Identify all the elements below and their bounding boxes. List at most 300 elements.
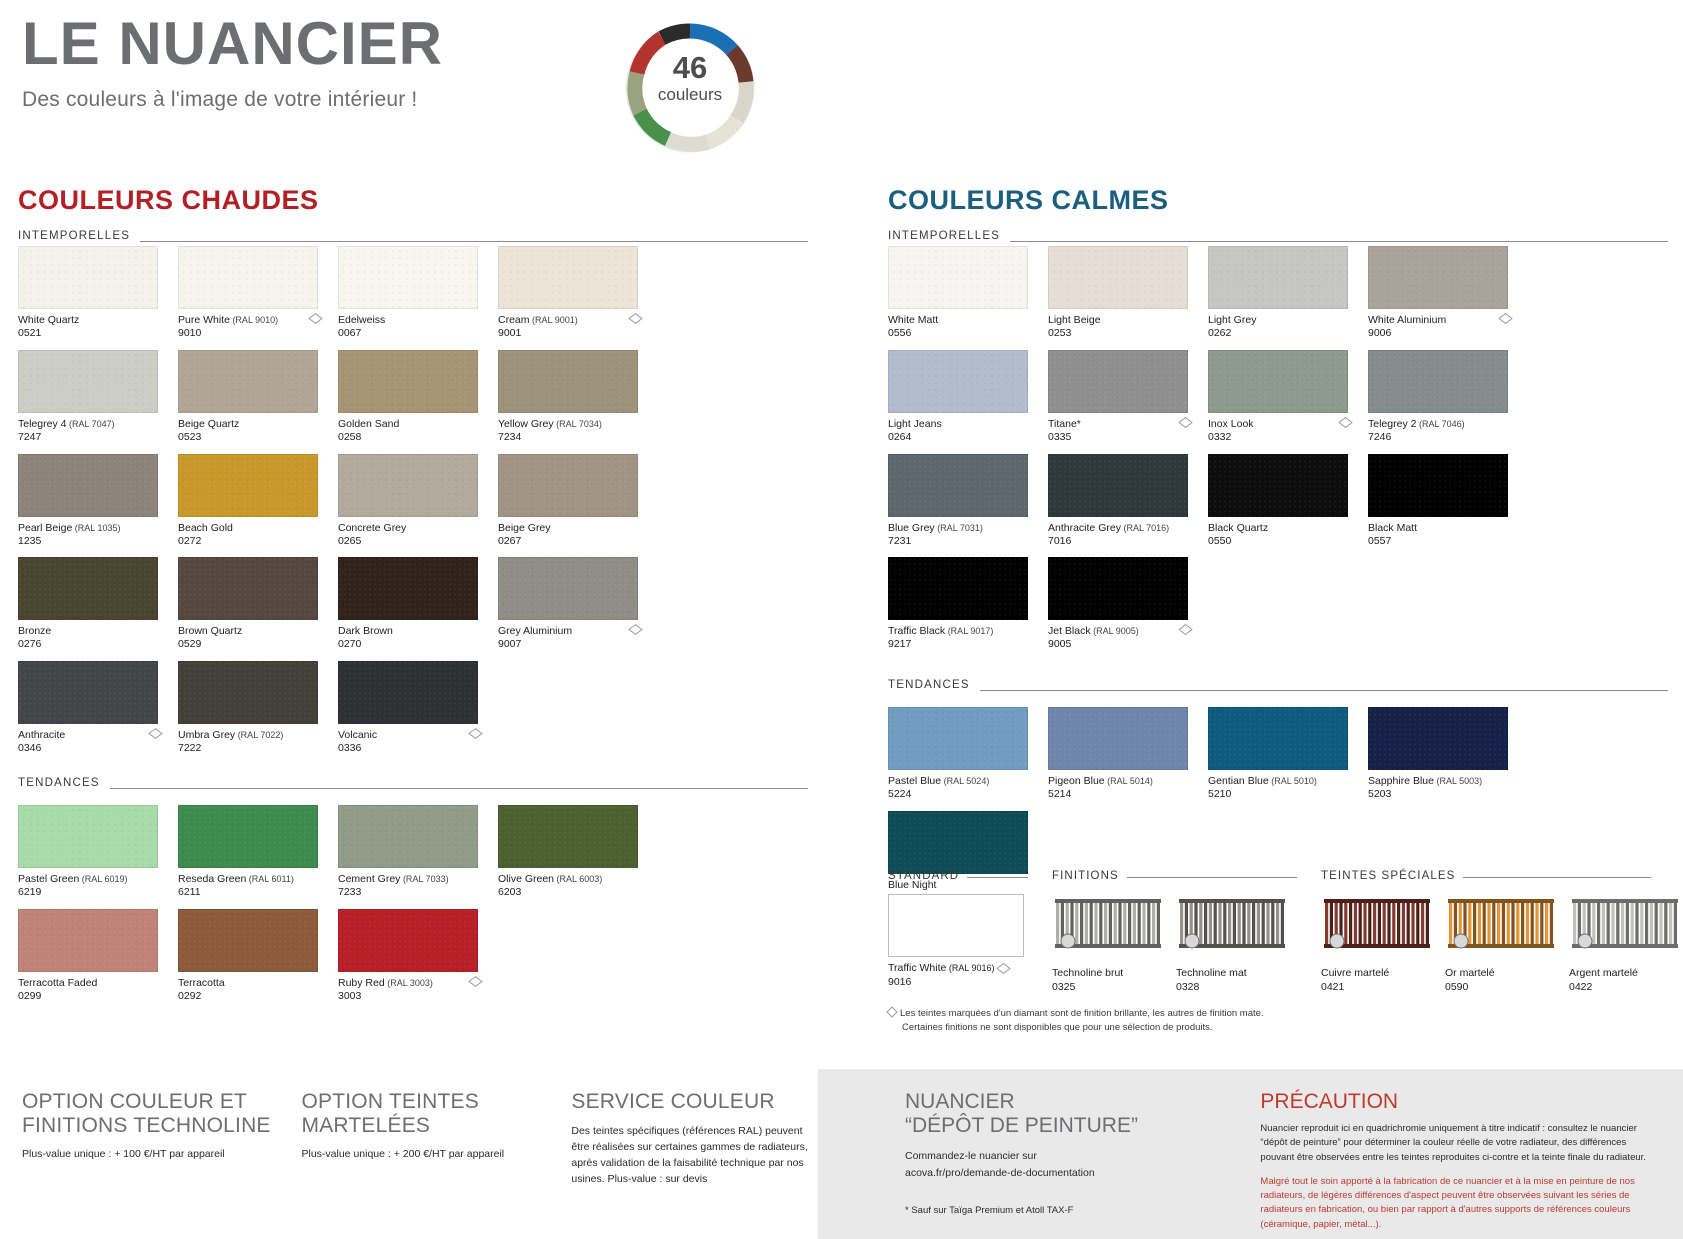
swatch-color-chip — [888, 246, 1028, 309]
swatch-meta — [18, 977, 168, 1004]
swatch-name: Brown Quartz — [178, 625, 243, 638]
finish-item — [1052, 894, 1164, 993]
swatch-color-chip — [1368, 350, 1508, 413]
swatch-code: 9001 — [498, 327, 522, 340]
swatch-name: Jet Black (RAL 9005) — [1048, 625, 1139, 638]
swatch-color-chip — [888, 557, 1028, 620]
swatch-meta — [178, 522, 328, 549]
swatch-meta — [498, 873, 648, 900]
swatch-code: 0521 — [18, 327, 42, 340]
swatch-color-chip — [18, 350, 158, 413]
swatch-color-chip — [338, 909, 478, 972]
finitions-label: FINITIONS — [1052, 870, 1119, 882]
swatch-name: White Aluminium — [1368, 314, 1447, 326]
color-swatch — [178, 909, 338, 1004]
swatch-meta — [498, 625, 648, 652]
swatch-name: Cream (RAL 9001) — [498, 314, 578, 326]
special-label: TEINTES SPÉCIALES — [1321, 870, 1456, 882]
swatch-color-chip — [888, 707, 1028, 770]
swatch-meta — [1368, 522, 1518, 549]
swatch-name: Pearl Beige (RAL 1035) — [18, 521, 121, 534]
swatch-meta — [18, 729, 168, 756]
standard-label: STANDARD — [888, 870, 960, 882]
swatch-color-chip — [1368, 707, 1508, 770]
swatch-name: Pastel Green (RAL 6019) — [18, 872, 128, 885]
diamond-icon — [886, 1006, 897, 1017]
swatch-code: 0346 — [18, 742, 42, 755]
swatch-name: Anthracite — [18, 729, 66, 742]
badge-word: couleurs — [657, 85, 723, 104]
swatch-ral: (RAL 9010) — [229, 315, 279, 325]
color-swatch — [178, 805, 338, 900]
finish-name: Argent martelé — [1569, 967, 1638, 979]
swatch-color-chip — [498, 805, 638, 868]
swatch-meta — [338, 625, 488, 652]
swatch-ral: (RAL 7047) — [66, 418, 115, 429]
swatch-name: Pigeon Blue (RAL 5014) — [1048, 775, 1153, 788]
swatch-color-chip — [1208, 246, 1348, 309]
swatch-name: Terracotta Faded — [18, 976, 98, 989]
swatch-color-chip — [18, 246, 158, 309]
color-swatch — [178, 661, 338, 756]
swatch-name: Traffic Black (RAL 9017) — [888, 625, 994, 638]
swatch-meta — [338, 873, 488, 900]
swatch-color-chip — [338, 557, 478, 620]
footnote-line-1: Les teintes marquées d'un diamant sont de finition brillante, les autres de finition mate. — [900, 1007, 1264, 1019]
finishes-footnote — [888, 1007, 1668, 1036]
divider — [980, 690, 1668, 691]
divider — [110, 788, 808, 789]
swatch-code: 0292 — [178, 989, 202, 1002]
color-swatch — [18, 350, 178, 445]
finish-code: 0325 — [1052, 980, 1076, 993]
swatch-ral: (RAL 7034) — [553, 418, 602, 429]
swatch-ral: (RAL 7033) — [400, 873, 449, 884]
swatch-meta — [1048, 418, 1198, 445]
swatch-name: Anthracite Grey (RAL 7016) — [1048, 521, 1170, 534]
swatch-meta — [338, 977, 488, 1004]
page-subtitle: Des couleurs à l'image de votre intérieur ! — [22, 88, 418, 111]
radiator-preview — [1176, 894, 1288, 962]
swatch-name: Sapphire Blue (RAL 5003) — [1368, 775, 1483, 788]
swatch-color-chip — [498, 350, 638, 413]
swatch-meta — [888, 418, 1038, 445]
swatch-code: 7222 — [178, 742, 202, 755]
swatch-meta — [1208, 418, 1358, 445]
color-swatch — [498, 805, 658, 900]
color-swatch — [18, 909, 178, 1004]
swatch-name: Reseda Green (RAL 6011) — [178, 872, 294, 885]
swatch-name: Golden Sand — [338, 417, 400, 430]
swatch-color-chip — [178, 661, 318, 724]
swatch-code: 5210 — [1208, 788, 1232, 801]
color-swatch — [888, 246, 1048, 341]
color-swatch — [338, 805, 498, 900]
color-swatch — [178, 350, 338, 445]
swatch-code: 0270 — [338, 638, 362, 651]
swatch-color-chip — [178, 909, 318, 972]
color-swatch — [888, 557, 1048, 652]
radiator-preview — [1321, 894, 1433, 962]
swatch-name: Cement Grey (RAL 7033) — [338, 872, 449, 885]
swatch-code: 9005 — [1048, 638, 1072, 651]
finish-item — [888, 894, 1016, 988]
swatch-color-chip — [338, 246, 478, 309]
warm-trends-header — [18, 777, 808, 793]
swatch-code: 5224 — [888, 788, 912, 801]
swatch-code: 9217 — [888, 638, 912, 651]
swatch-color-chip — [18, 661, 158, 724]
swatch-meta — [1048, 314, 1198, 341]
swatch-meta — [1208, 522, 1358, 549]
swatch-meta — [178, 418, 328, 445]
swatch-name: Pastel Blue (RAL 5024) — [888, 775, 990, 788]
swatch-code: 0336 — [338, 742, 362, 755]
gloss-diamond-icon — [996, 963, 1011, 974]
color-swatch — [338, 661, 498, 756]
swatch-name: White Quartz — [18, 314, 80, 326]
swatch-color-chip — [178, 350, 318, 413]
swatch-meta — [498, 418, 648, 445]
page-title: LE NUANCIER — [22, 10, 444, 77]
swatch-meta — [1368, 418, 1518, 445]
swatch-code: 0264 — [888, 430, 912, 443]
swatch-code: 0335 — [1048, 430, 1072, 443]
finish-name: Technoline mat — [1176, 967, 1247, 979]
swatch-color-chip — [18, 805, 158, 868]
swatch-ral: (RAL 6011) — [246, 873, 294, 884]
swatch-code: 7233 — [338, 885, 362, 898]
finish-code: 0590 — [1445, 980, 1469, 993]
finish-name: Cuivre martelé — [1321, 967, 1390, 979]
swatch-name: Ruby Red (RAL 3003) — [338, 976, 433, 989]
precaution-paragraph-1: Nuancier reproduit ici en quadrichromie uniquement à titre indicatif : consultez le nuancier “dépôt de peinture” pour déterminer la couleur réelle de votre radiateur, des différences pouvant être observées entre les teintes reproduites ci-contre et la teinte finale du radiateur. — [1260, 1123, 1646, 1163]
swatch-color-chip — [178, 805, 318, 868]
swatch-color-chip — [1048, 454, 1188, 517]
divider — [140, 241, 808, 242]
color-swatch — [338, 350, 498, 445]
precaution-block — [1260, 1090, 1655, 1232]
color-swatch — [1048, 350, 1208, 445]
finish-code: 0421 — [1321, 980, 1345, 993]
swatch-ral: (RAL 6003) — [554, 873, 603, 884]
color-swatch — [1208, 246, 1368, 341]
swatch-meta — [178, 873, 328, 900]
color-swatch — [18, 805, 178, 900]
color-swatch — [1368, 454, 1528, 549]
swatch-color-chip — [888, 894, 1024, 957]
swatch-meta — [178, 314, 328, 341]
swatch-code: 3003 — [338, 989, 362, 1002]
finitions-column — [1052, 870, 1297, 993]
swatch-code: 7246 — [1368, 430, 1392, 443]
swatch-code: 0258 — [338, 430, 362, 443]
swatch-code: 0253 — [1048, 327, 1072, 340]
service-couleur-title: SERVICE COULEUR — [571, 1090, 775, 1113]
swatch-name: Umbra Grey (RAL 7022) — [178, 729, 284, 742]
warm-timeless-header — [18, 230, 808, 246]
divider — [1127, 877, 1297, 878]
swatch-color-chip — [1048, 350, 1188, 413]
swatch-code: 7247 — [18, 430, 42, 443]
swatch-meta — [888, 314, 1038, 341]
swatch-name: Beige Quartz — [178, 417, 240, 430]
swatch-name: Telegrey 4 (RAL 7047) — [18, 417, 115, 430]
swatch-code: 0272 — [178, 534, 202, 547]
color-swatch — [888, 707, 1048, 802]
finish-item — [1321, 894, 1433, 993]
swatch-ral: (RAL 3003) — [384, 977, 433, 988]
swatch-code: 6203 — [498, 885, 522, 898]
swatch-color-chip — [1048, 557, 1188, 620]
color-swatch — [338, 909, 498, 1004]
calm-timeless-label: INTEMPORELLES — [888, 230, 1001, 242]
swatch-color-chip — [338, 350, 478, 413]
nuancier-link[interactable]: acova.fr/pro/demande-de-documentation — [905, 1166, 1095, 1179]
swatch-meta — [18, 873, 168, 900]
swatch-meta — [1208, 314, 1358, 341]
color-swatch — [18, 661, 178, 756]
finish-ral: (RAL 9016) — [946, 963, 995, 973]
swatch-meta — [1048, 775, 1198, 802]
finish-name: Traffic White (RAL 9016) — [888, 962, 1016, 976]
calm-trends-label: TENDANCES — [888, 679, 970, 692]
finish-code: 9016 — [888, 975, 912, 988]
swatch-name: Terracotta — [178, 976, 225, 989]
swatch-code: 0523 — [178, 430, 202, 443]
swatch-code: 7231 — [888, 534, 912, 547]
warm-trends-grid — [18, 805, 808, 1013]
color-swatch — [338, 246, 498, 341]
warm-section-title: COULEURS CHAUDES — [18, 185, 319, 215]
standard-column — [888, 870, 1028, 993]
swatch-name: Gentian Blue (RAL 5010) — [1208, 775, 1317, 788]
swatch-name: White Matt — [888, 314, 939, 326]
color-swatch — [18, 246, 178, 341]
swatch-meta — [18, 625, 168, 652]
nuancier-title-1: NUANCIER — [905, 1090, 1015, 1113]
color-swatch — [1368, 350, 1528, 445]
swatch-name: Light Jeans — [888, 417, 942, 430]
finish-name: Technoline brut — [1052, 967, 1124, 979]
finish-name: Or martelé — [1445, 967, 1495, 979]
radiator-icon — [1176, 894, 1288, 957]
swatch-name: Beige Grey — [498, 521, 551, 534]
swatch-meta — [1048, 625, 1198, 652]
color-swatch — [1368, 246, 1528, 341]
badge-number: 46 — [672, 50, 708, 85]
swatch-color-chip — [1368, 454, 1508, 517]
swatch-name: Concrete Grey — [338, 521, 407, 534]
swatch-meta — [888, 522, 1038, 549]
swatch-meta — [888, 775, 1038, 802]
radiator-icon — [1569, 894, 1681, 957]
swatch-color-chip — [178, 246, 318, 309]
color-swatch — [178, 557, 338, 652]
color-swatch — [1048, 557, 1208, 652]
calm-colors-section — [888, 185, 1668, 915]
swatch-name: Dark Brown — [338, 625, 393, 638]
divider — [967, 877, 1028, 878]
swatch-code: 9010 — [178, 327, 202, 340]
warm-trends-label: TENDANCES — [18, 776, 100, 789]
swatch-color-chip — [1208, 707, 1348, 770]
swatch-meta — [18, 418, 168, 445]
swatch-meta — [1048, 522, 1198, 549]
swatch-color-chip — [178, 557, 318, 620]
finish-code: 0328 — [1176, 980, 1200, 993]
finish-item — [1445, 894, 1557, 993]
swatch-code: 0556 — [888, 327, 912, 340]
swatch-meta — [888, 625, 1038, 652]
swatch-ral: (RAL 5024) — [941, 776, 990, 787]
swatch-name: Light Beige — [1048, 314, 1101, 326]
swatch-meta — [338, 729, 488, 756]
swatch-color-chip — [338, 661, 478, 724]
finish-item — [1569, 894, 1681, 993]
nuancier-note: * Sauf sur Taïga Premium et Atoll TAX-F — [905, 1204, 1074, 1216]
swatch-ral: (RAL 7046) — [1416, 418, 1465, 429]
swatch-color-chip — [338, 805, 478, 868]
swatch-meta — [338, 418, 488, 445]
service-couleur-block — [571, 1090, 812, 1188]
color-swatch — [888, 350, 1048, 445]
option-teintes-title: OPTION TEINTES MARTELÉES — [301, 1090, 479, 1137]
divider — [1463, 877, 1651, 878]
color-swatch — [498, 246, 658, 341]
color-swatch — [498, 557, 658, 652]
swatch-ral: (RAL 7016) — [1120, 522, 1170, 533]
swatch-name: Inox Look — [1208, 417, 1254, 430]
swatch-name: Bronze — [18, 625, 52, 638]
swatch-ral: (RAL 5003) — [1433, 776, 1483, 787]
radiator-icon — [1052, 894, 1164, 957]
swatch-meta — [1368, 314, 1518, 341]
finish-code: 0422 — [1569, 980, 1593, 993]
swatch-name: Pure White (RAL 9010) — [178, 314, 279, 326]
swatch-color-chip — [888, 454, 1028, 517]
swatch-color-chip — [498, 557, 638, 620]
swatch-color-chip — [498, 454, 638, 517]
warm-colors-section — [18, 185, 808, 1012]
swatch-ral: (RAL 9005) — [1090, 626, 1139, 637]
swatch-color-chip — [888, 350, 1028, 413]
calm-section-title: COULEURS CALMES — [888, 185, 1169, 215]
option-couleur-title: OPTION COULEUR ET FINITIONS TECHNOLINE — [22, 1090, 271, 1137]
nuancier-title-2: “DÉPÔT DE PEINTURE” — [905, 1114, 1138, 1138]
swatch-code: 0529 — [178, 638, 202, 651]
swatch-meta — [498, 314, 648, 341]
color-swatch — [498, 350, 658, 445]
calm-timeless-grid — [888, 246, 1668, 661]
color-swatch — [178, 454, 338, 549]
swatch-code: 6219 — [18, 885, 42, 898]
color-swatch — [1208, 454, 1368, 549]
swatch-code: 9007 — [498, 638, 522, 651]
grey-panel-content — [905, 1090, 1675, 1232]
swatch-code: 0265 — [338, 534, 362, 547]
swatch-ral: (RAL 9017) — [945, 626, 994, 637]
swatch-color-chip — [18, 909, 158, 972]
swatch-color-chip — [1048, 707, 1188, 770]
color-swatch — [1208, 350, 1368, 445]
color-swatch — [338, 557, 498, 652]
warm-timeless-grid — [18, 246, 808, 765]
swatch-meta — [338, 522, 488, 549]
warm-timeless-label: INTEMPORELLES — [18, 230, 131, 242]
swatch-name: Telegrey 2 (RAL 7046) — [1368, 417, 1465, 430]
swatch-name: Light Grey — [1208, 314, 1257, 326]
swatch-meta — [178, 729, 328, 756]
service-couleur-text: Des teintes spécifiques (références RAL) peuvent être réalisées sur certaines gammes de radiateurs, après validation de la faisabilité technique par nos usines. Plus-value : sur devis — [571, 1124, 808, 1186]
swatch-meta — [18, 522, 168, 549]
swatch-color-chip — [1368, 246, 1508, 309]
radiator-icon — [1321, 894, 1433, 957]
finishes-section — [888, 870, 1668, 1036]
footnote-line-2: Certaines finitions ne sont disponibles que pour une sélection de produits. — [902, 1022, 1213, 1034]
swatch-code: 7016 — [1048, 534, 1072, 547]
swatch-ral: (RAL 6019) — [79, 873, 128, 884]
bottom-options — [22, 1090, 822, 1188]
special-column — [1321, 870, 1651, 993]
swatch-color-chip — [18, 557, 158, 620]
swatch-name: Grey Aluminium — [498, 625, 573, 638]
swatch-meta — [178, 625, 328, 652]
calm-trends-header — [888, 679, 1668, 695]
radiator-preview — [1052, 894, 1164, 962]
swatch-name: Beach Gold — [178, 521, 233, 534]
swatch-meta — [498, 522, 648, 549]
swatch-name: Titane* — [1048, 417, 1081, 430]
swatch-meta — [18, 314, 168, 341]
color-swatch — [1368, 707, 1528, 802]
swatch-ral: (RAL 9001) — [529, 315, 578, 325]
option-teintes-block — [302, 1090, 562, 1188]
nuancier-text-1: Commandez-le nuancier sur — [905, 1150, 1037, 1163]
swatch-ral: (RAL 1035) — [72, 522, 121, 533]
swatch-name: Blue Night — [888, 878, 937, 891]
option-teintes-text: Plus-value unique : + 200 €/HT par appareil — [301, 1148, 505, 1161]
swatch-code: 0550 — [1208, 534, 1232, 547]
divider — [1010, 241, 1668, 242]
swatch-code: 1235 — [18, 534, 42, 547]
swatch-code: 0262 — [1208, 327, 1232, 340]
swatch-meta — [178, 977, 328, 1004]
swatch-meta — [338, 314, 488, 341]
radiator-icon — [1445, 894, 1557, 957]
swatch-color-chip — [498, 246, 638, 309]
swatch-color-chip — [888, 811, 1028, 874]
radiator-preview — [1569, 894, 1681, 962]
color-swatch — [178, 246, 338, 341]
swatch-name: Volcanic — [338, 729, 378, 742]
calm-timeless-header — [888, 230, 1668, 246]
swatch-code: 0557 — [1368, 534, 1392, 547]
color-swatch — [18, 557, 178, 652]
swatch-code: 5214 — [1048, 788, 1072, 801]
color-count-badge — [620, 18, 770, 148]
swatch-name: Edelweiss — [338, 314, 386, 326]
swatch-meta — [1368, 775, 1518, 802]
swatch-code: 0332 — [1208, 430, 1232, 443]
swatch-ral: (RAL 5014) — [1104, 776, 1153, 787]
option-couleur-text: Plus-value unique : + 100 €/HT par appareil — [22, 1148, 225, 1161]
swatch-color-chip — [178, 454, 318, 517]
swatch-code: 7234 — [498, 430, 522, 443]
precaution-title: PRÉCAUTION — [1260, 1090, 1399, 1113]
swatch-name: Yellow Grey (RAL 7034) — [498, 417, 602, 430]
color-swatch — [498, 454, 658, 549]
